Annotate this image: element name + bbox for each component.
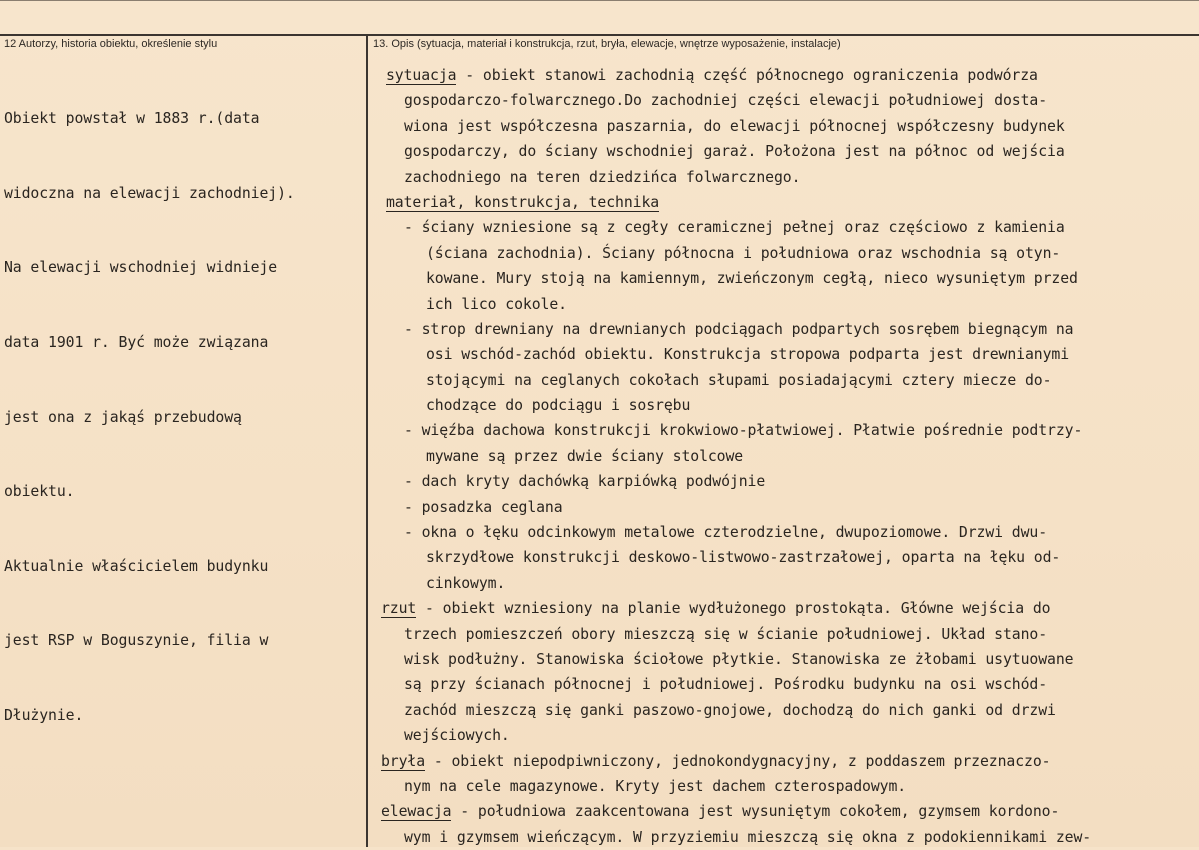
material-item-line: stojącymi na ceglanych cokołach słupami posiadającymi cztery miecze do- [426, 371, 1052, 389]
history-line: Dłużynie. [4, 706, 84, 724]
material-item-line: - posadzka ceglana [404, 498, 563, 516]
sytuacja-line: gospodarczy, do ściany wschodniej garaż. Położona jest na północ od wejścia [404, 143, 1065, 161]
sytuacja-line: zachodniego na teren dziedzińca folwarcznego. [404, 168, 801, 186]
bryla-first-line: bryła - obiekt niepodpiwniczony, jednokondygnacyjny, z poddaszem przeznaczo- [381, 752, 1051, 770]
material-item-line: kowane. Mury stoją na kamiennym, zwieńczonym cegłą, nieco wysuniętym przed [426, 270, 1078, 288]
history-line: Aktualnie właścicielem budynku [4, 557, 269, 575]
section-12-header: 12 Autorzy, historia obiektu, określenie stylu [4, 38, 218, 50]
material-item-line: - więźba dachowa konstrukcji krokwiowo-płatwiowej. Płatwie pośrednie podtrzy- [404, 422, 1083, 440]
material-item-line: - ściany wzniesione są z cegły ceramicznej pełnej oraz częściowo z kamienia [404, 219, 1065, 237]
description-text [378, 63, 1193, 850]
bryla-label: bryła [381, 752, 426, 770]
material-item-line: (ściana zachodnia). Ściany północna i południowa oraz wschodnia są otyn- [426, 244, 1061, 262]
rzut-line: wejściowych. [404, 727, 510, 745]
material-item-line: - okna o łęku odcinkowym metalowe czterodzielne, dwupoziomowe. Drzwi dwu- [404, 524, 1048, 542]
material-item-line: cinkowym. [426, 574, 506, 592]
rzut-line: zachód mieszczą się ganki paszowo-gnojowe, dochodzą do nich ganki od drzwi [404, 701, 1056, 719]
history-line: jest ona z jakąś przebudową [4, 408, 242, 426]
history-line: widoczna na elewacji zachodniej). [4, 184, 295, 202]
rzut-line: trzech pomieszczeń obory mieszczą się w ścianie południowej. Układ stano- [404, 625, 1048, 643]
elewacja-label: elewacja [381, 803, 452, 821]
sytuacja-first-line: sytuacja - obiekt stanowi zachodnią część północnego ograniczenia podwórza [386, 67, 1038, 84]
history-line: data 1901 r. Być może związana [4, 333, 269, 351]
history-line: obiektu. [4, 483, 75, 501]
material-item-line: chodzące do podciągu i sosrębu [426, 397, 691, 415]
history-line: Obiekt powstał w 1883 r.(data [4, 110, 260, 128]
material-item-line: mywane są przez dwie ściany stolcowe [426, 447, 744, 465]
material-item-line: skrzydłowe konstrukcji deskowo-listwowo-zastrzałowej, oparta na łęku od- [426, 549, 1061, 567]
elewacja-line: wym i gzymsem wieńczącym. W przyziemiu mieszczą się okna z podokiennikami zew- [404, 828, 1092, 846]
material-item-line: osi wschód-zachód obiektu. Konstrukcja stropowa podparta jest drewnianymi [426, 346, 1070, 364]
sytuacja-line: wiona jest współczesna paszarnia, do elewacji północnej współczesny budynek [404, 117, 1065, 135]
section-13-header: 13. Opis (sytuacja, materiał i konstrukcja, rzut, bryła, elewacje, wnętrze wyposażenie, instalacje) [373, 38, 841, 50]
rzut-label: rzut [381, 600, 417, 618]
sytuacja-line: gospodarczo-folwarcznego.Do zachodniej części elewacji południowej dosta- [404, 92, 1048, 110]
elewacja-first-line: elewacja - południowa zaakcentowana jest wysuniętym cokołem, gzymsem kordono- [381, 803, 1060, 821]
material-item-line: - dach kryty dachówką karpiówką podwójnie [404, 473, 766, 491]
rzut-first-line: rzut - obiekt wzniesiony na planie wydłużonego prostokąta. Główne wejścia do [381, 600, 1051, 618]
column-divider [366, 34, 368, 847]
header-rule [0, 34, 1199, 36]
sytuacja-label: sytuacja [386, 67, 457, 84]
material-heading-line [378, 190, 1193, 215]
history-line: Na elewacji wschodniej widnieje [4, 259, 278, 277]
top-border [0, 0, 1199, 1]
bryla-line: nym na cele magazynowe. Kryty jest dachem czterospadowym. [404, 777, 907, 795]
history-line: jest RSP w Boguszynie, filia w [4, 632, 269, 650]
material-item-line: - strop drewniany na drewnianych podciągach podpartych sosrębem biegnącym na [404, 320, 1074, 338]
history-text [4, 58, 360, 778]
rzut-line: są przy ścianach północnej i południowej. Pośrodku budynku na osi wschód- [404, 676, 1048, 694]
material-label: materiał, konstrukcja, technika [386, 193, 660, 211]
rzut-line: wisk podłużny. Stanowiska ściołowe płytkie. Stanowiska ze żłobami usytuowane [404, 650, 1074, 668]
material-item-line: ich lico cokole. [426, 295, 567, 313]
